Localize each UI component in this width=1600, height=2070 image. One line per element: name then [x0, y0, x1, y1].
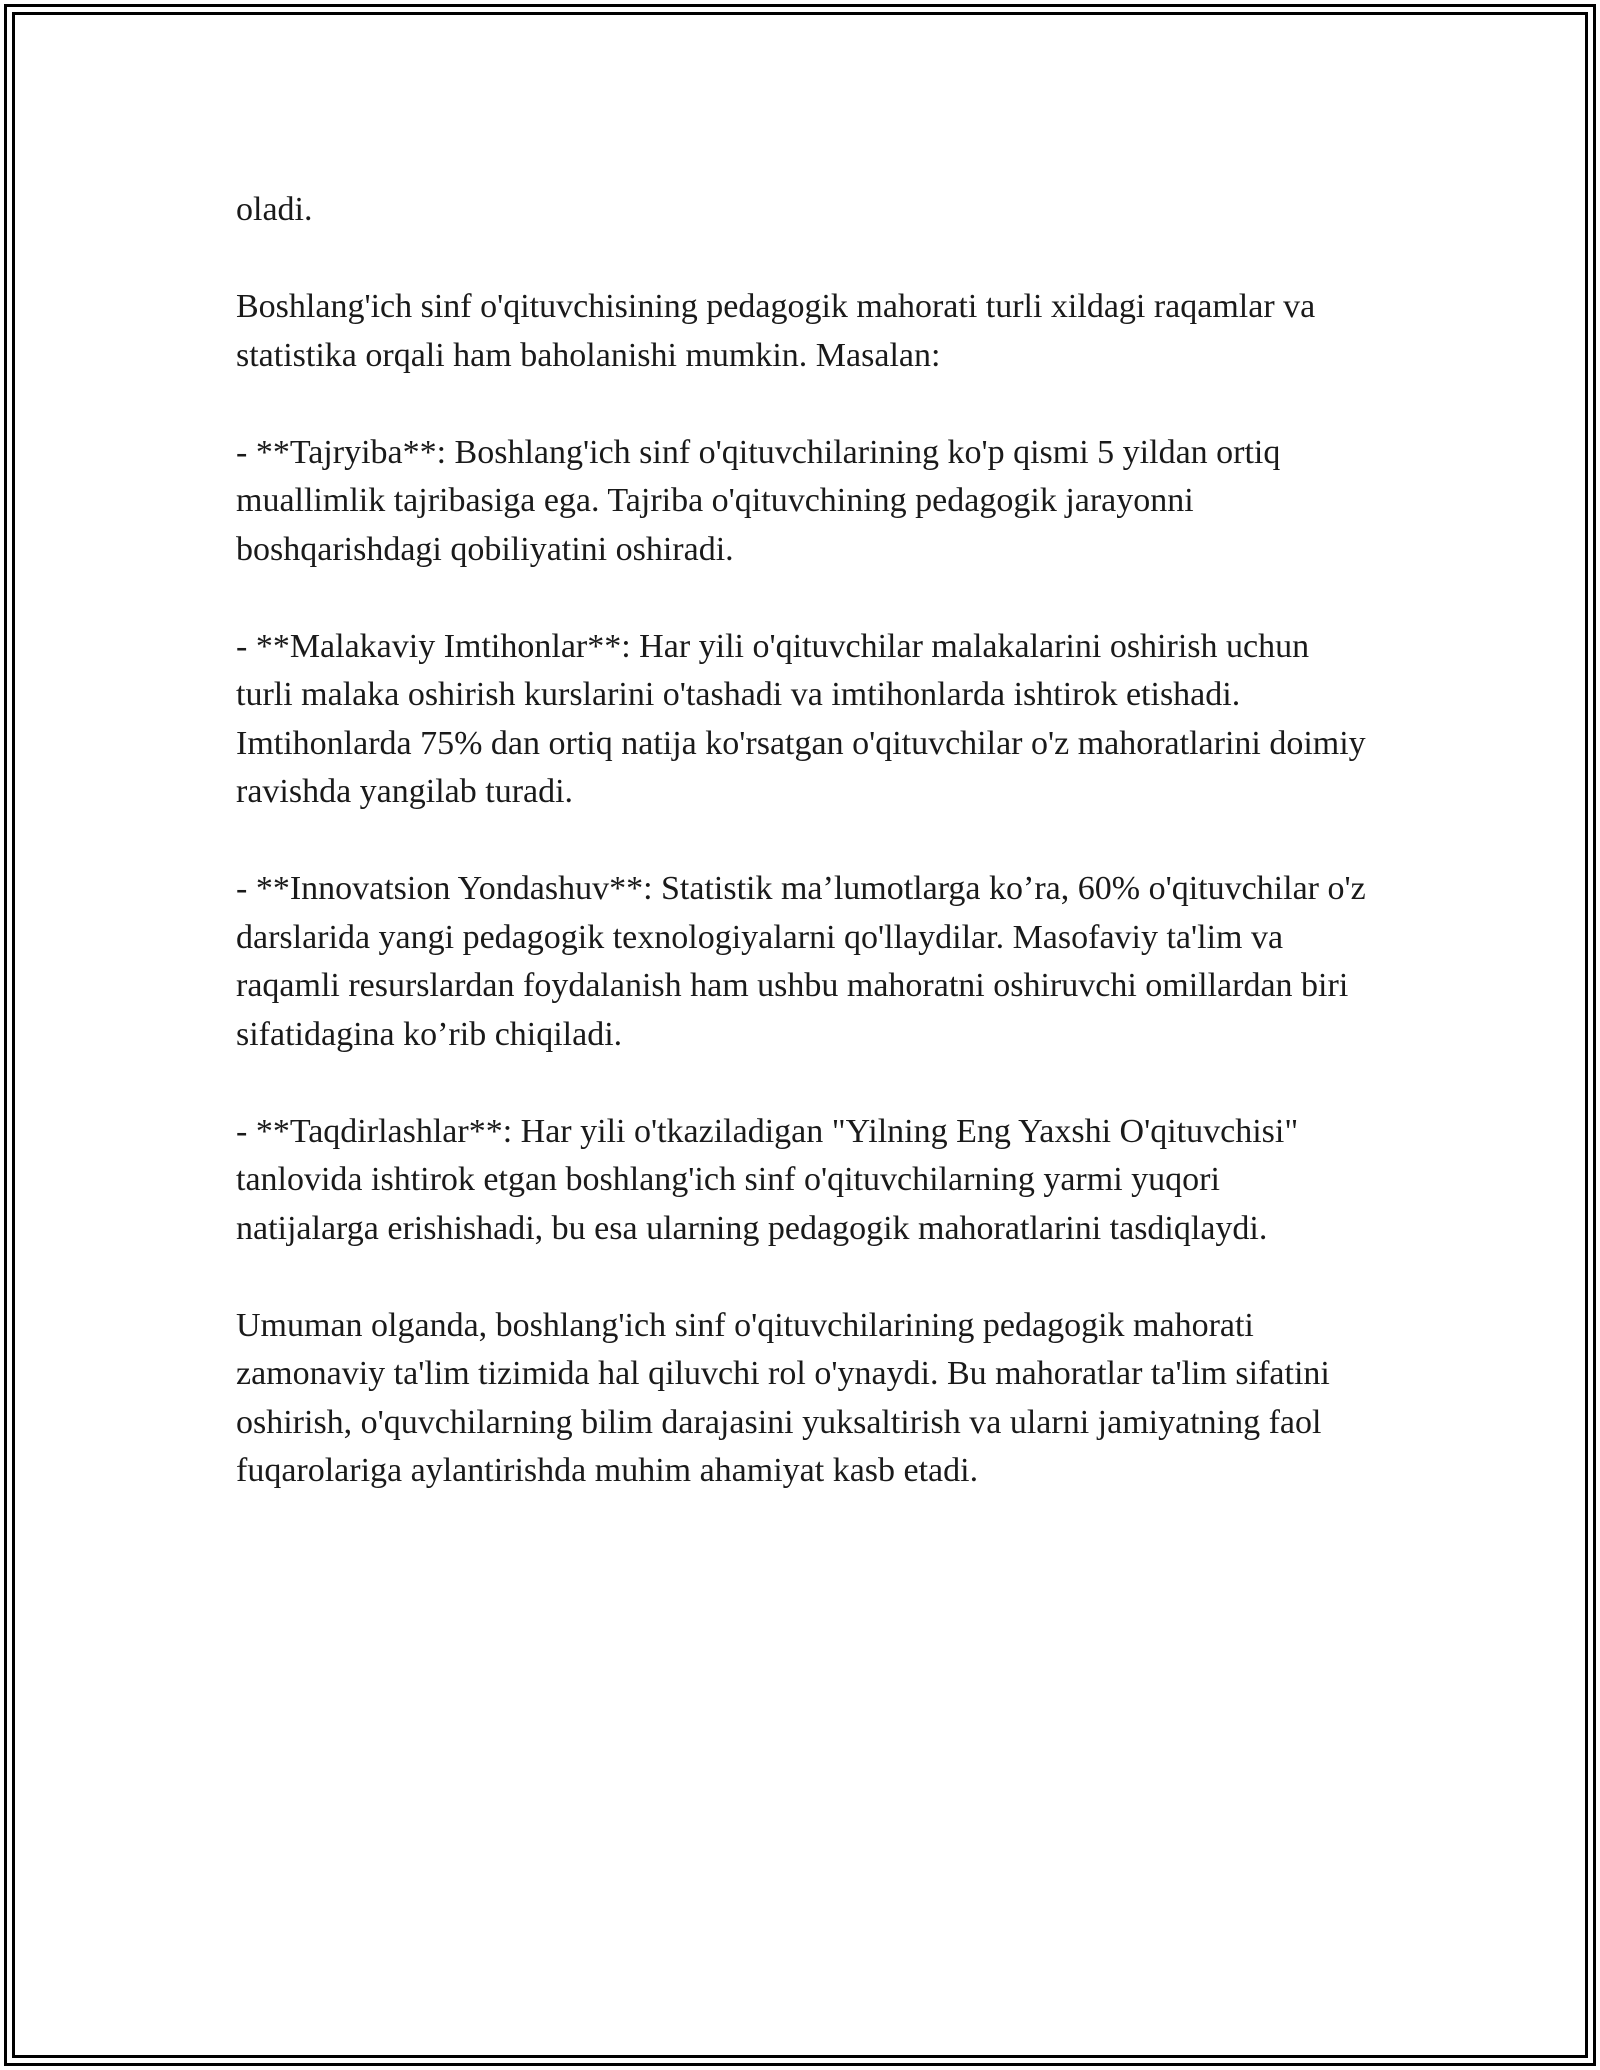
list-item-innovatsion-yondashuv: - **Innovatsion Yondashuv**: Statistik ma’lumotlarga ko’ra, 60% o'qituvchilar o'z darslarida yangi pedagogik texnologiyalarni qo'llaydilar. Masofaviy ta'lim va raqamli resurslardan foydalanish ham ushbu mahoratni oshiruvchi omillardan biri sifatidagina ko’rib chiqiladi. [236, 870, 1366, 1053]
document-body [236, 186, 1366, 1496]
paragraph-conclusion: Umuman olganda, boshlang'ich sinf o'qituvchilarining pedagogik mahorati zamonaviy ta'lim tizimida hal qiluvchi rol o'ynaydi. Bu mahoratlar ta'lim sifatini oshirish, o'quvchilarning bilim darajasini yuksaltirish va ularni jamiyatning faol fuqarolariga aylantirishda muhim ahamiyat kasb etadi. [236, 1306, 1330, 1489]
list-item-taqdirlashlar: - **Taqdirlashlar**: Har yili o'tkaziladigan "Yilning Eng Yaxshi O'qituvchisi" tanlovida ishtirok etgan boshlang'ich sinf o'qituvchilarning yarmi yuqori natijalarga erishishadi, bu esa ularning pedagogik mahoratlarini tasdiqlaydi. [236, 1112, 1299, 1247]
paragraph-continuation: oladi. [236, 191, 313, 228]
paragraph-intro: Boshlang'ich sinf o'qituvchisining pedagogik mahorati turli xildagi raqamlar va statistika orqali ham baholanishi mumkin. Masalan: [236, 288, 1316, 374]
list-item-tajriba: - **Tajryiba**: Boshlang'ich sinf o'qituvchilarining ko'p qismi 5 yildan ortiq muallimlik tajribasiga ega. Tajriba o'qituvchining pedagogik jarayonni boshqarishdagi qobiliyatini oshiradi. [236, 433, 1281, 568]
list-item-malakaviy-imtihonlar: - **Malakaviy Imtihonlar**: Har yili o'qituvchilar malakalarini oshirish uchun turli malaka oshirish kurslarini o'tashadi va imtihonlarda ishtirok etishadi. Imtihonlarda 75% dan ortiq natija ko'rsatgan o'qituvchilar o'z mahoratlarini doimiy ravishda yangilab turadi. [236, 627, 1366, 810]
